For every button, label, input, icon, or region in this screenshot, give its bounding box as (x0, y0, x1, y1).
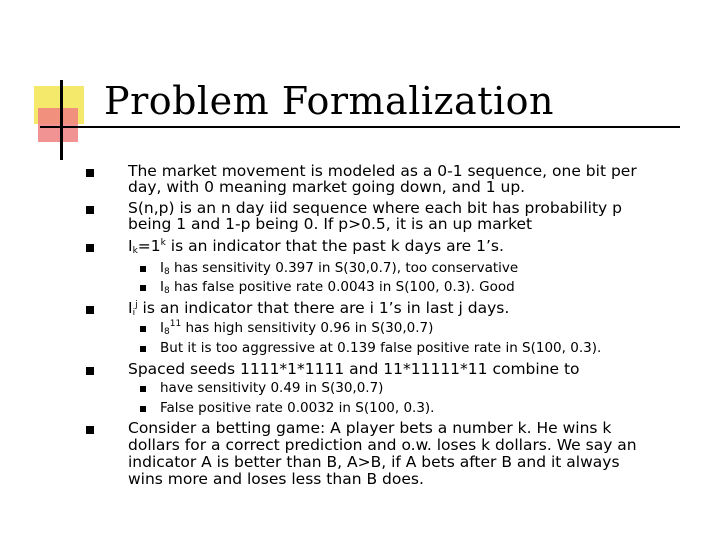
bullet-5-sub-2: False positive rate 0.0032 in S(100, 0.3). (160, 400, 435, 416)
title-underline (40, 126, 680, 128)
bullet-2-line-2: being 1 and 1-p being 0. If p>0.5, it is an up market (128, 215, 533, 233)
bullet-3-text: $I_k=1^k$ is an indicator that the past k days are 1’s. (128, 237, 504, 256)
bullet-6-line-2: dollars for a correct prediction and o.w. loses k dollars. We say an (128, 436, 637, 454)
bullet-6-line-1: Consider a betting game: A player bets a number k. He wins k (128, 419, 612, 437)
decor-red-square (38, 108, 78, 142)
bullet-marker (86, 367, 94, 375)
sub-bullet-marker (140, 406, 146, 412)
sub-bullet-marker (140, 386, 146, 392)
sub-bullet-marker (140, 285, 146, 291)
bullet-4-sub-1: $I_8^{11}$ has high sensitivity 0.96 in S(30,0.7) (160, 319, 434, 337)
bullet-marker (86, 426, 94, 434)
sub-bullet-marker (140, 326, 146, 332)
bullet-marker (86, 244, 94, 252)
bullet-2-line-1: S(n,p) is an n day iid sequence where each bit has probability p (128, 199, 622, 217)
bullet-3-sub-2: $I_8$ has false positive rate 0.0043 in S(100, 0.3). Good (160, 279, 515, 296)
bullet-5-text: Spaced seeds 1111*1*1111 and 11*11111*11 combine to (128, 360, 580, 378)
bullet-6-line-4: wins more and loses less than B does. (128, 470, 424, 488)
bullet-4-sub-2: But it is too aggressive at 0.139 false positive rate in S(100, 0.3). (160, 340, 602, 356)
sub-bullet-marker (140, 346, 146, 352)
decor-vertical-line (60, 80, 63, 160)
bullet-4-text: $I_i^j$ is an indicator that there are i 1’s in last j days. (128, 299, 510, 318)
sub-bullet-marker (140, 266, 146, 272)
bullet-6-line-3: indicator A is better than B, A>B, if A bets after B and it always (128, 453, 620, 471)
slide-title: Problem Formalization (104, 79, 554, 123)
bullet-1-line-1: The market movement is modeled as a 0-1 sequence, one bit per (128, 162, 637, 180)
bullet-marker (86, 206, 94, 214)
bullet-marker (86, 169, 94, 177)
bullet-3-sub-1: $I_8$ has sensitivity 0.397 in S(30,0.7), too conservative (160, 260, 519, 277)
bullet-1-line-2: day, with 0 meaning market going down, and 1 up. (128, 178, 526, 196)
bullet-5-sub-1: have sensitivity 0.49 in S(30,0.7) (160, 380, 384, 396)
bullet-marker (86, 306, 94, 314)
